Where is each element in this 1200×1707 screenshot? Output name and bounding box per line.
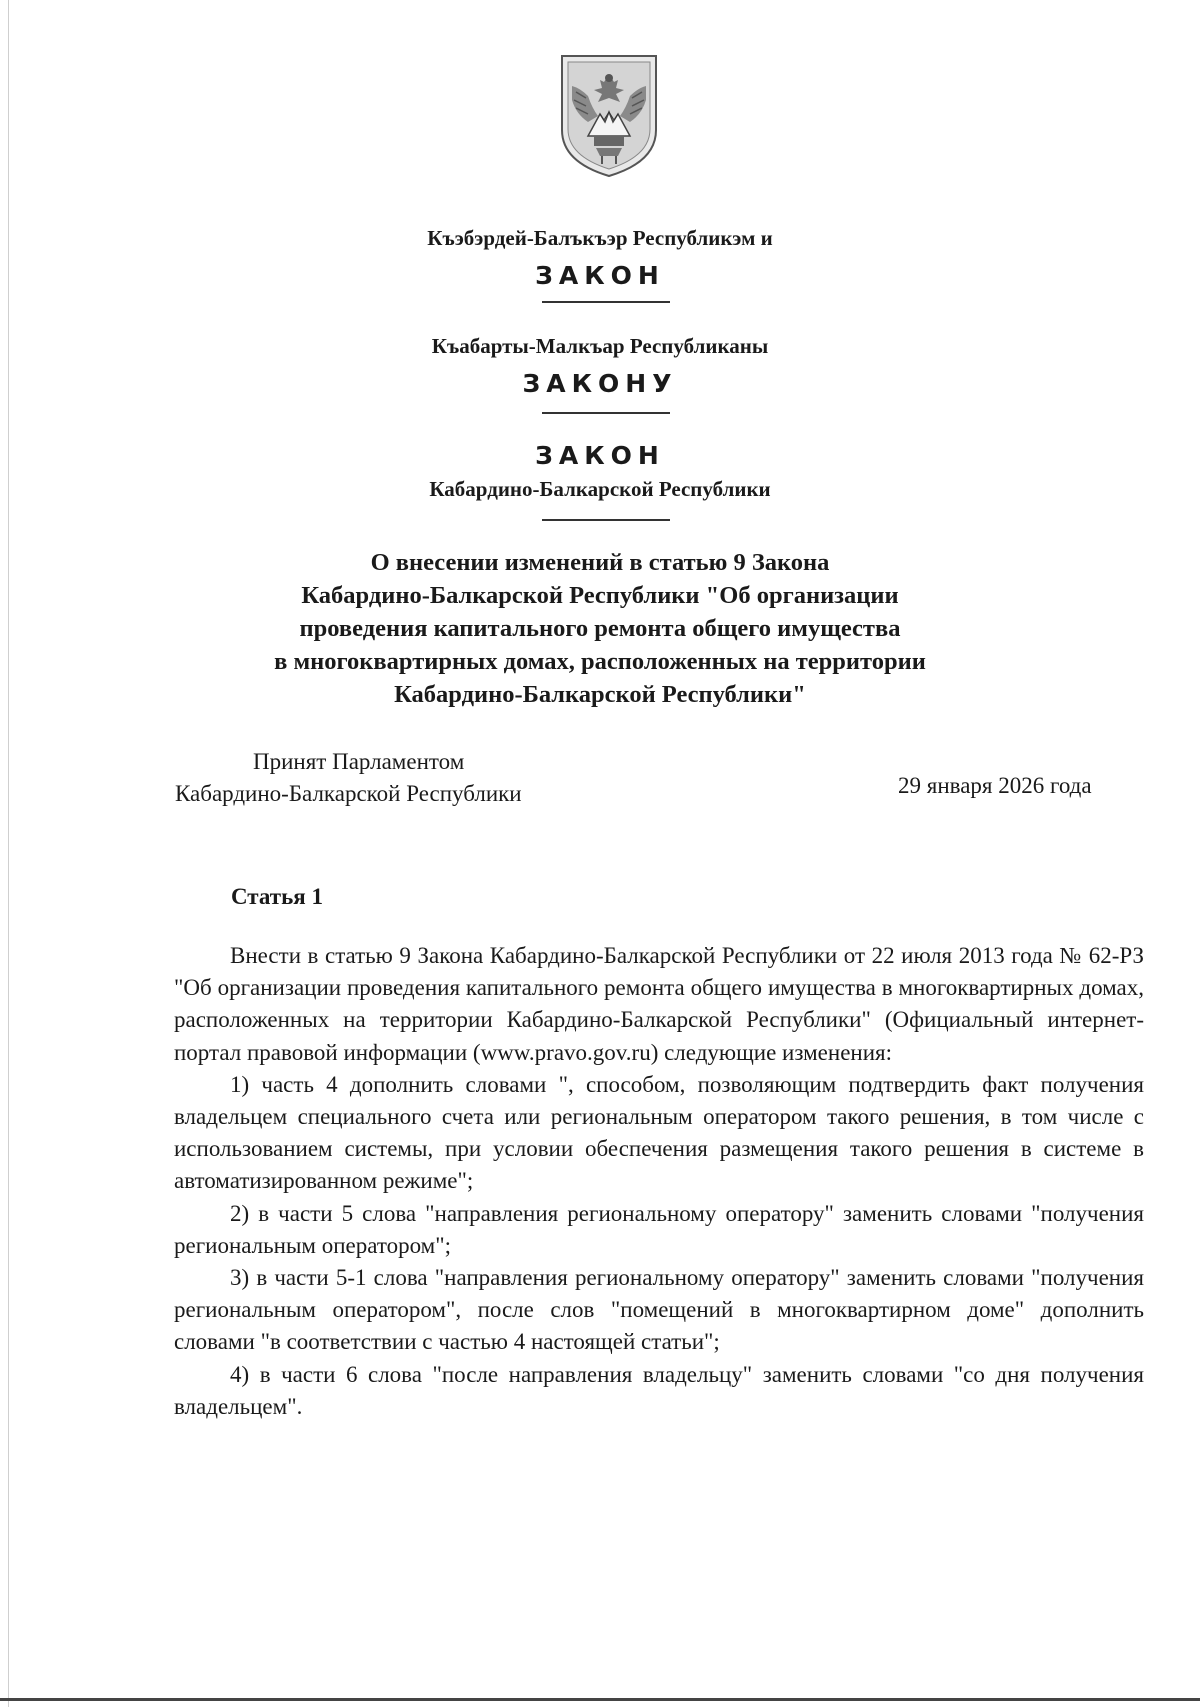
title-line: в многоквартирных домах, расположенных на территории: [274, 648, 926, 675]
paragraph: 4) в части 6 слова "после направления владельцу" заменить словами "со дня получения владельцем".: [174, 1361, 1144, 1419]
title-line: Кабардино-Балкарской Республики "Об организации: [301, 582, 899, 609]
law-title: [200, 546, 1000, 711]
adoption-note: [175, 746, 522, 810]
divider: [542, 519, 670, 521]
article-body: [174, 940, 1144, 1423]
paragraph: 2) в части 5 слова "направления региональному оператору" заменить словами "получения региональным оператором";: [174, 1200, 1144, 1258]
title-line: проведения капитального ремонта общего имущества: [299, 615, 901, 642]
russian-law-word: ЗАКОН: [535, 441, 665, 470]
paragraph: 1) часть 4 дополнить словами ", способом, позволяющим подтвердить факт получения владельцем специального счета или региональным оператором такого решения, в том числе с использованием системы, при условии обеспечения размещения такого решения в системе в автоматизированном режиме";: [174, 1071, 1144, 1194]
adoption-date: 29 января 2026 года: [898, 773, 1092, 798]
divider: [542, 301, 670, 303]
scan-bottom-edge: [0, 1698, 1200, 1701]
kabardian-header: Къэбэрдей-Балъкъэр Республикэм и: [427, 226, 773, 250]
balkar-header: Къабарты-Малкъар Республиканы: [431, 334, 769, 358]
balkar-law-word: ЗАКОНУ: [522, 369, 678, 398]
coat-of-arms-icon: [558, 52, 660, 178]
paragraph: 3) в части 5-1 слова "направления региональному оператору" заменить словами "получения региональным оператором", после слов "помещений в многоквартирном доме" дополнить словами "в соответствии с частью 4 настоящей статьи";: [174, 1265, 1144, 1355]
title-line: О внесении изменений в статью 9 Закона: [370, 549, 830, 576]
scan-left-edge: [8, 0, 9, 1707]
title-line: Кабардино-Балкарской Республики": [394, 681, 806, 708]
adopted-body: Кабардино-Балкарской Республики: [175, 781, 522, 806]
kabardian-law-word: ЗАКОН: [535, 261, 665, 290]
adopted-by: Принят Парламентом: [253, 749, 465, 774]
russian-header: Кабардино-Балкарской Республики: [429, 477, 771, 501]
paragraph: Внести в статью 9 Закона Кабардино-Балкарской Республики от 22 июля 2013 года № 62-РЗ "Об организации проведения капитального ремонта общего имущества в многоквартирных домах, расположенных на территории Кабардино-Балкарской Республики" (Официальный интернет-портал правовой информации (www.pravo.gov.ru) следующие изменения:: [174, 943, 1144, 1065]
article-heading: Статья 1: [231, 884, 323, 909]
divider: [542, 412, 670, 414]
